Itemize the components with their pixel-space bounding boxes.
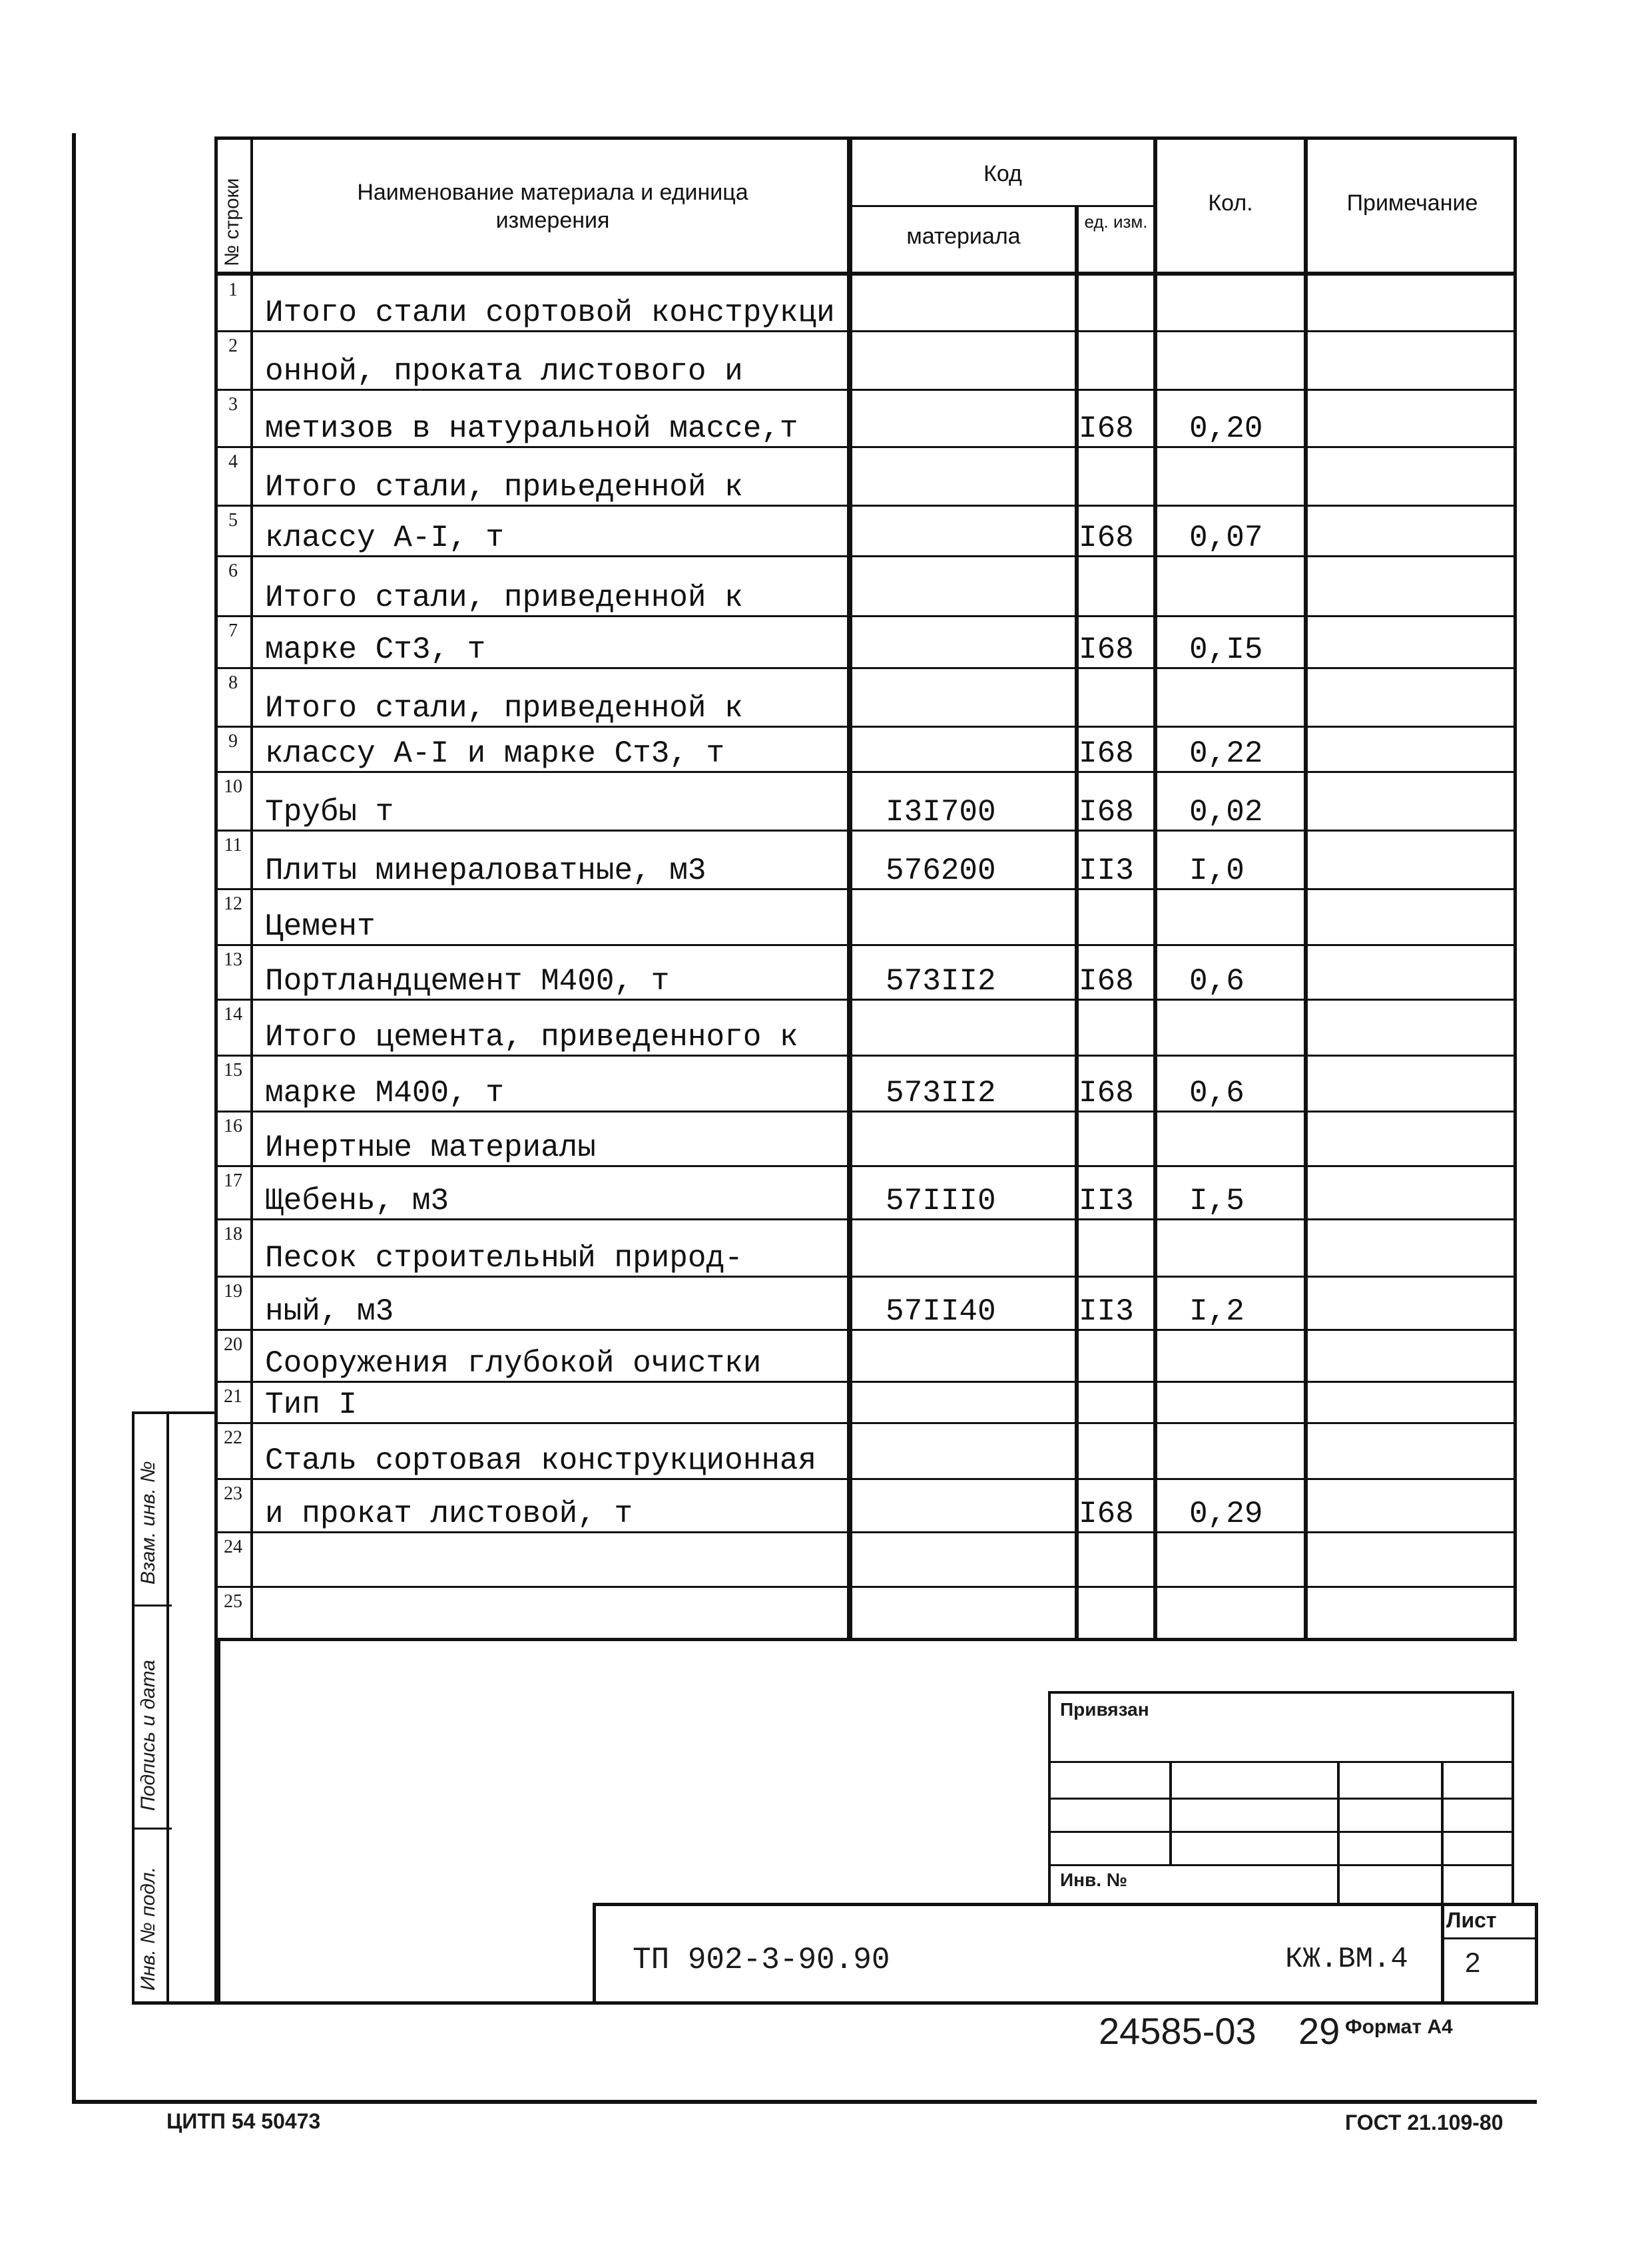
row-number: 8	[228, 672, 238, 693]
header-code: Код	[983, 161, 1022, 186]
row-separator	[214, 446, 1517, 448]
tb-vline-3	[1441, 1761, 1444, 1904]
row-separator	[214, 1165, 1517, 1167]
row-separator	[214, 555, 1517, 557]
row-separator	[214, 1478, 1517, 1480]
row-qty: 0,6	[1189, 1076, 1244, 1111]
row-code: I3I700	[886, 795, 996, 830]
doc-number: ТП 902-3-90.90	[633, 1943, 890, 1977]
inv-no-label: Инв. №	[1060, 1869, 1128, 1890]
format-label: Формат А4	[1345, 2016, 1453, 2038]
drawing-frame-left	[217, 1641, 220, 2004]
row-number: 20	[224, 1334, 242, 1355]
privyazan-label: Привязан	[1060, 1699, 1149, 1720]
header-name: Наименование материала и единица измерения	[357, 180, 748, 233]
row-separator	[214, 1422, 1517, 1424]
row-number: 2	[228, 336, 238, 356]
row-number: 19	[224, 1281, 242, 1302]
row-number: 17	[224, 1170, 242, 1191]
row-code: 573II2	[886, 964, 996, 999]
row-name: Сооружения глубокой очистки	[265, 1346, 762, 1381]
frame-bottom-border	[72, 2100, 1537, 2104]
archive-number: 24585-03	[1099, 2010, 1256, 2052]
row-number: 10	[224, 776, 242, 797]
row-name: Тип I	[265, 1387, 358, 1422]
side-stamp-line-1	[132, 1605, 172, 1607]
footer-left: ЦИТП 54 50473	[166, 2109, 321, 2133]
row-number: 15	[224, 1060, 242, 1081]
list-number: 2	[1465, 1947, 1481, 1978]
row-name: Трубы т	[265, 795, 394, 830]
row-name: Песок строительный природ-	[265, 1241, 743, 1276]
side-stamp-line-2	[132, 1828, 172, 1830]
row-qty: 0,6	[1189, 964, 1244, 999]
row-number: 9	[228, 731, 238, 752]
page-number: 29	[1298, 2010, 1340, 2052]
row-number: 3	[228, 394, 238, 415]
header-note: Примечание	[1346, 190, 1478, 216]
row-name: Щебень, м3	[265, 1184, 449, 1218]
row-number: 23	[224, 1483, 242, 1504]
row-unit: I68	[1079, 632, 1134, 667]
tb-line-1	[1048, 1761, 1514, 1763]
frame-left-border	[72, 133, 76, 2104]
row-number: 14	[224, 1004, 242, 1025]
row-qty: 0,I5	[1189, 632, 1263, 667]
row-separator	[214, 389, 1517, 391]
row-number: 18	[224, 1224, 242, 1244]
row-code: 57III0	[886, 1184, 996, 1218]
row-name: метизов в натуральной массе,т	[265, 411, 798, 446]
row-separator	[214, 830, 1517, 832]
row-qty: 0,20	[1189, 411, 1263, 446]
row-number: 11	[224, 835, 242, 856]
row-name: Инертные материалы	[265, 1130, 596, 1165]
list-divider	[1441, 1903, 1444, 2003]
row-number: 12	[224, 893, 242, 914]
row-separator	[214, 330, 1517, 332]
row-name: Цемент	[265, 909, 376, 944]
row-name: Итого стали, приьеденной к	[265, 470, 743, 505]
tb-line-3	[1048, 1831, 1514, 1833]
row-separator	[214, 1531, 1517, 1533]
row-name: Сталь сортовая конструкционная	[265, 1443, 817, 1478]
row-number: 13	[224, 949, 242, 970]
tb-line-4	[1048, 1864, 1514, 1866]
row-name: Итого стали сортовой конструкци	[265, 296, 835, 330]
row-name: онной, проката листового и	[265, 354, 743, 389]
row-unit: I68	[1079, 521, 1134, 555]
list-hline	[1441, 1937, 1538, 1939]
row-qty: 0,29	[1189, 1497, 1263, 1531]
row-separator	[214, 1381, 1517, 1383]
header-bottom	[214, 272, 1517, 276]
row-code: 576200	[886, 854, 996, 888]
header-subline	[850, 205, 1155, 207]
doc-mark: КЖ.ВМ.4	[1285, 1943, 1408, 1976]
row-name: Итого стали, приведенной к	[265, 691, 743, 726]
row-separator	[214, 944, 1517, 946]
row-unit: I68	[1079, 1076, 1134, 1111]
row-separator	[214, 1276, 1517, 1278]
row-number: 21	[224, 1386, 242, 1407]
row-separator	[214, 1055, 1517, 1057]
side-stamp-podpis: Подпись и дата	[137, 1660, 159, 1811]
header-code-material: материала	[906, 224, 1021, 249]
row-number: 24	[224, 1537, 242, 1557]
row-code: 573II2	[886, 1076, 996, 1111]
tb-vline-1	[1169, 1761, 1172, 1864]
row-name: марке Ст3, т	[265, 632, 486, 667]
row-separator	[214, 1586, 1517, 1588]
row-number: 25	[224, 1591, 242, 1612]
row-name: классу А-I и марке Ст3, т	[265, 736, 725, 771]
header-qty: Кол.	[1208, 190, 1253, 216]
header-code-unit: ед. изм.	[1084, 212, 1148, 232]
row-separator	[214, 505, 1517, 507]
tb-vline-2	[1337, 1761, 1340, 1904]
row-separator	[214, 888, 1517, 890]
row-separator	[214, 615, 1517, 617]
row-unit: I68	[1079, 411, 1134, 446]
side-stamp-inv-podl: Инв. № подл.	[137, 1866, 159, 1991]
footer-right: ГОСТ 21.109-80	[1345, 2111, 1504, 2134]
row-qty: 0,02	[1189, 795, 1263, 830]
row-name: Портландцемент М400, т	[265, 964, 670, 999]
row-unit: I68	[1079, 964, 1134, 999]
row-qty: 0,07	[1189, 521, 1263, 555]
row-number: 16	[224, 1116, 242, 1136]
row-name: марке М400, т	[265, 1076, 504, 1111]
row-separator	[214, 999, 1517, 1001]
row-unit: I68	[1079, 795, 1134, 830]
row-unit: I68	[1079, 736, 1134, 771]
row-separator	[214, 1329, 1517, 1331]
row-qty: I,0	[1189, 854, 1244, 888]
row-separator	[214, 771, 1517, 773]
row-separator	[214, 667, 1517, 669]
list-label: Лист	[1446, 1908, 1497, 1932]
row-qty: I,5	[1189, 1184, 1244, 1218]
row-unit: II3	[1079, 1294, 1134, 1329]
row-name: классу А-I, т	[265, 521, 504, 555]
row-name: Итого стали, приведенной к	[265, 581, 743, 615]
row-unit: I68	[1079, 1497, 1134, 1531]
row-separator	[214, 726, 1517, 728]
row-name: и прокат листовой, т	[265, 1497, 633, 1531]
row-qty: 0,22	[1189, 736, 1263, 771]
row-qty: I,2	[1189, 1294, 1244, 1329]
row-name: Плиты минераловатные, м3	[265, 854, 706, 888]
side-stamp-vzam: Взам. инв. №	[137, 1461, 159, 1585]
row-separator	[214, 1218, 1517, 1220]
row-number: 4	[228, 451, 238, 472]
row-name: ный, м3	[265, 1294, 394, 1329]
tb-line-2	[1048, 1798, 1514, 1800]
row-number: 22	[224, 1427, 242, 1448]
row-separator	[214, 1111, 1517, 1113]
row-number: 1	[228, 280, 238, 300]
row-number: 6	[228, 561, 238, 581]
header-row-number: № строки	[221, 178, 243, 266]
row-number: 7	[228, 621, 238, 641]
row-code: 57II40	[886, 1294, 996, 1329]
row-unit: II3	[1079, 1184, 1134, 1218]
row-name: Итого цемента, приведенного к	[265, 1020, 798, 1055]
row-unit: II3	[1079, 854, 1134, 888]
row-number: 5	[228, 510, 238, 531]
side-stamp-divider	[166, 1411, 169, 2004]
